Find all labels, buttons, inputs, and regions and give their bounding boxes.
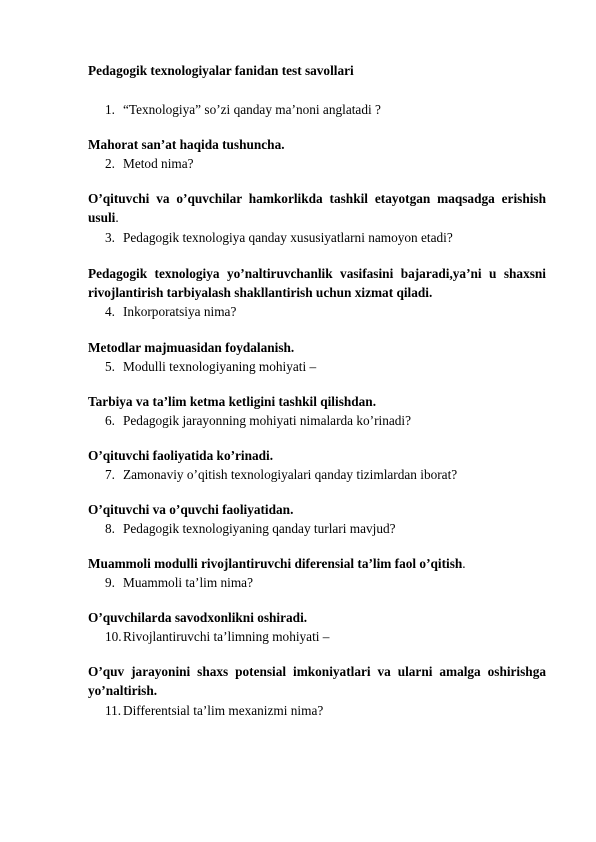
question-10	[105, 629, 329, 645]
answer-7: O’qituvchi va o’quvchi faoliyatidan.	[88, 502, 294, 517]
question-text: Differentsial ta’lim mexanizmi nima?	[123, 703, 324, 718]
page-title: Pedagogik texnologiyalar fanidan test savollari	[88, 63, 354, 78]
answer-8	[88, 554, 546, 573]
question-number: 5.	[105, 359, 115, 374]
question-2	[105, 156, 194, 172]
question-3	[105, 230, 453, 246]
question-text: “Texnologiya” so’zi qanday ma’noni anglatadi ?	[123, 102, 381, 117]
answer-5: Tarbiya va ta’lim ketma ketligini tashkil qilishdan.	[88, 394, 377, 409]
question-number: 1.	[105, 102, 115, 117]
question-11	[105, 703, 323, 719]
question-5	[105, 359, 316, 375]
question-number: 10.	[105, 629, 122, 644]
question-6	[105, 413, 411, 429]
answer-10: O’quv jarayonini shaxs potensial imkoniyatlari va ularni amalga oshirishga yo’naltirish.	[88, 664, 546, 698]
question-text: Rivojlantiruvchi ta’limning mohiyati –	[123, 629, 330, 644]
question-text: Inkorporatsiya nima?	[123, 304, 237, 319]
answer-2	[88, 189, 546, 227]
question-number: 9.	[105, 575, 115, 590]
question-text: Muammoli ta’lim nima?	[123, 575, 253, 590]
question-number: 3.	[105, 230, 115, 245]
answer-text: Muammoli modulli rivojlantiruvchi diferensial ta’lim faol o’qitish	[88, 556, 463, 571]
question-text: Pedagogik jarayonning mohiyati nimalarda ko’rinadi?	[123, 413, 412, 428]
question-number: 11.	[105, 703, 122, 718]
answer-period: .	[462, 556, 466, 571]
question-number: 4.	[105, 304, 115, 319]
answer-period: .	[115, 210, 119, 225]
question-number: 2.	[105, 156, 115, 171]
answer-6: O’qituvchi faoliyatida ko’rinadi.	[88, 448, 274, 463]
question-number: 6.	[105, 413, 115, 428]
question-8	[105, 521, 396, 537]
answer-4: Metodlar majmuasidan foydalanish.	[88, 340, 295, 355]
question-text: Zamonaviy o’qitish texnologiyalari qanday tizimlardan iborat?	[123, 467, 458, 482]
answer-1: Mahorat san’at haqida tushuncha.	[88, 137, 285, 152]
question-text: Pedagogik texnologiyaning qanday turlari mavjud?	[123, 521, 396, 536]
question-9	[105, 575, 253, 591]
answer-text: O’qituvchi va o’quvchilar hamkorlikda tashkil etayotgan maqsadga erishish usuli	[88, 191, 546, 225]
question-number: 7.	[105, 467, 115, 482]
answer-9: O’quvchilarda savodxonlikni oshiradi.	[88, 610, 308, 625]
question-number: 8.	[105, 521, 115, 536]
question-7	[105, 467, 457, 483]
question-text: Pedagogik texnologiya qanday xususiyatlarni namoyon etadi?	[123, 230, 453, 245]
question-text: Modulli texnologiyaning mohiyati –	[123, 359, 317, 374]
answer-3: Pedagogik texnologiya yo’naltiruvchanlik vasifasini bajaradi,ya’ni u shaxsni rivojlantirish tarbiyalash shakllantirish uchun xizmat qiladi.	[88, 266, 546, 300]
question-4	[105, 304, 236, 320]
question-1	[105, 102, 381, 118]
question-text: Metod nima?	[123, 156, 194, 171]
